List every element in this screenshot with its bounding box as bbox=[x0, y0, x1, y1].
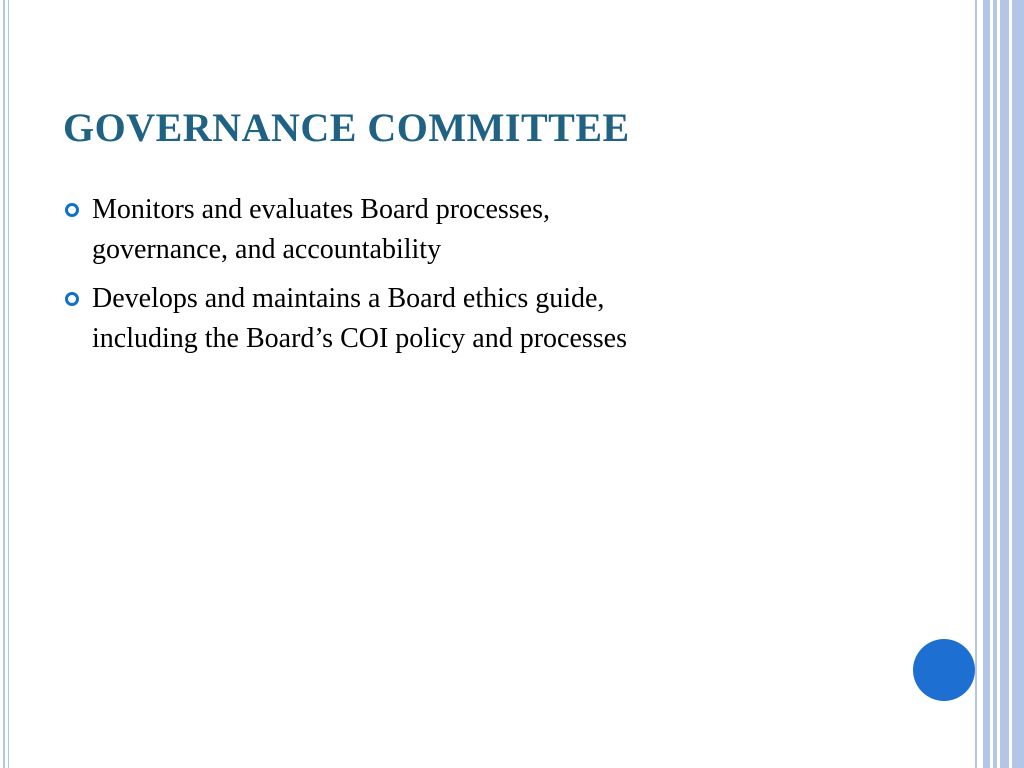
right-border-stripe bbox=[1012, 0, 1024, 768]
bullet-item bbox=[60, 279, 920, 359]
bullet-icon bbox=[65, 292, 79, 306]
bullet-list bbox=[60, 190, 920, 368]
left-border-line bbox=[8, 0, 9, 768]
bullet-text-line: Develops and maintains a Board ethics guide, bbox=[92, 283, 605, 314]
right-border-stripe bbox=[975, 0, 977, 768]
bullet-text-line: governance, and accountability bbox=[92, 234, 442, 265]
bullet-item bbox=[60, 190, 920, 270]
bullet-text-line: including the Board’s COI policy and processes bbox=[92, 323, 628, 354]
bullet-icon bbox=[65, 203, 79, 217]
right-border-stripe bbox=[983, 0, 990, 768]
slide-title: GOVERNANCE COMMITTEE bbox=[63, 105, 630, 150]
bullet-text-line: Monitors and evaluates Board processes, bbox=[92, 194, 550, 225]
right-border-stripe bbox=[993, 0, 997, 768]
decorative-circle-icon bbox=[913, 639, 975, 701]
right-border-stripe bbox=[1000, 0, 1009, 768]
left-border-line bbox=[3, 0, 5, 768]
